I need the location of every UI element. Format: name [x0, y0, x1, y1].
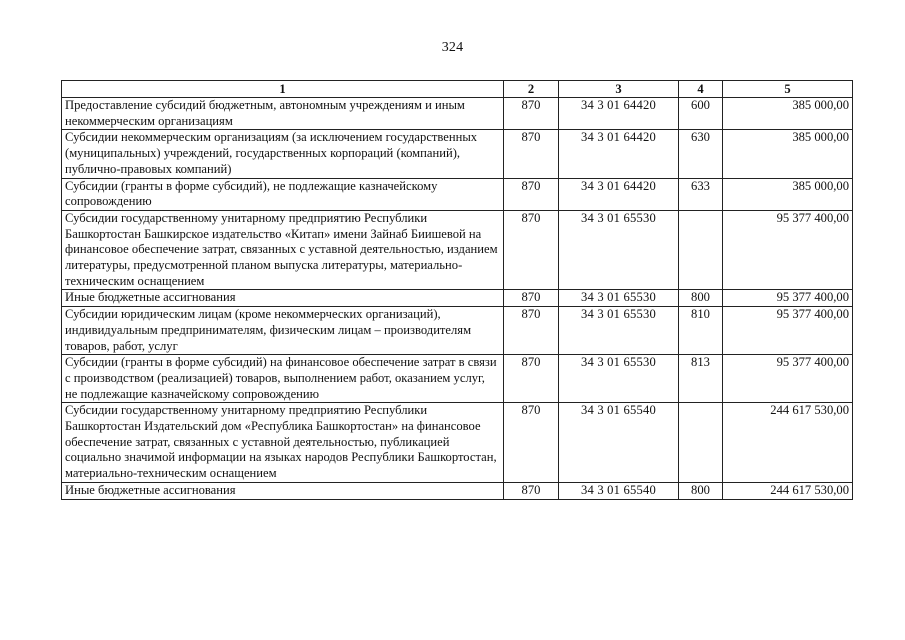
row-amount: 385 000,00 [723, 98, 853, 130]
row-name: Субсидии государственному унитарному предприятию Республики Башкортостан Башкирское издательство «Китап» имени Зайнаб Биишевой на финансовое обеспечение затрат, связанных с уставной деятельностью, изданием литературы, предусмотренной планом выпуска литературы, материально-техническим оснащением [62, 210, 504, 290]
row-amount: 385 000,00 [723, 130, 853, 178]
header-col-5: 5 [723, 81, 853, 98]
header-col-3: 3 [559, 81, 679, 98]
row-expense-type [679, 403, 723, 483]
row-expense-type: 800 [679, 290, 723, 307]
table-row [62, 482, 853, 499]
row-target-article: 34 3 01 64420 [559, 98, 679, 130]
row-target-article: 34 3 01 65530 [559, 307, 679, 355]
table-header [62, 81, 853, 98]
row-name: Иные бюджетные ассигнования [62, 290, 504, 307]
row-amount: 385 000,00 [723, 178, 853, 210]
budget-table [61, 80, 853, 500]
row-amount: 95 377 400,00 [723, 290, 853, 307]
row-amount: 95 377 400,00 [723, 355, 853, 403]
row-target-article: 34 3 01 65540 [559, 482, 679, 499]
page-number: 324 [441, 40, 464, 55]
row-target-article: 34 3 01 64420 [559, 178, 679, 210]
row-code: 870 [504, 482, 559, 499]
header-col-2: 2 [504, 81, 559, 98]
header-row [62, 81, 853, 98]
header-col-4: 4 [679, 81, 723, 98]
row-name: Субсидии государственному унитарному предприятию Республики Башкортостан Издательский дом «Республика Башкортостан» на финансовое обеспечение затрат, связанных с уставной деятельностью, публикацией социально значимой информации на языках народов Республики Башкортостан, материально-техническим оснащением [62, 403, 504, 483]
row-code: 870 [504, 130, 559, 178]
row-target-article: 34 3 01 65540 [559, 403, 679, 483]
header-col-1: 1 [62, 81, 504, 98]
table-row [62, 98, 853, 130]
row-target-article: 34 3 01 65530 [559, 290, 679, 307]
table-row [62, 307, 853, 355]
row-amount: 95 377 400,00 [723, 307, 853, 355]
row-amount: 244 617 530,00 [723, 482, 853, 499]
row-expense-type: 813 [679, 355, 723, 403]
row-name: Предоставление субсидий бюджетным, автономным учреждениям и иным некоммерческим организациям [62, 98, 504, 130]
row-target-article: 34 3 01 65530 [559, 210, 679, 290]
row-code: 870 [504, 290, 559, 307]
row-expense-type: 633 [679, 178, 723, 210]
row-target-article: 34 3 01 65530 [559, 355, 679, 403]
row-expense-type: 630 [679, 130, 723, 178]
row-code: 870 [504, 307, 559, 355]
row-expense-type: 600 [679, 98, 723, 130]
table-row [62, 130, 853, 178]
table-row [62, 290, 853, 307]
row-amount: 244 617 530,00 [723, 403, 853, 483]
row-name: Иные бюджетные ассигнования [62, 482, 504, 499]
row-amount: 95 377 400,00 [723, 210, 853, 290]
row-expense-type: 810 [679, 307, 723, 355]
row-name: Субсидии (гранты в форме субсидий), не подлежащие казначейскому сопровождению [62, 178, 504, 210]
table-row [62, 355, 853, 403]
row-expense-type [679, 210, 723, 290]
table-row [62, 403, 853, 483]
row-name: Субсидии (гранты в форме субсидий) на финансовое обеспечение затрат в связи с производством (реализацией) товаров, выполнением работ, оказанием услуг, не подлежащие казначейскому сопровождению [62, 355, 504, 403]
table-row [62, 210, 853, 290]
row-code: 870 [504, 403, 559, 483]
row-code: 870 [504, 210, 559, 290]
row-code: 870 [504, 355, 559, 403]
table-body [62, 98, 853, 500]
row-name: Субсидии юридическим лицам (кроме некоммерческих организаций), индивидуальным предпринимателям, физическим лицам – производителям товаров, работ, услуг [62, 307, 504, 355]
row-code: 870 [504, 178, 559, 210]
row-expense-type: 800 [679, 482, 723, 499]
row-name: Субсидии некоммерческим организациям (за исключением государственных (муниципальных) учреждений, государственных корпораций (компаний), публично-правовых компаний) [62, 130, 504, 178]
row-code: 870 [504, 98, 559, 130]
row-target-article: 34 3 01 64420 [559, 130, 679, 178]
table-row [62, 178, 853, 210]
